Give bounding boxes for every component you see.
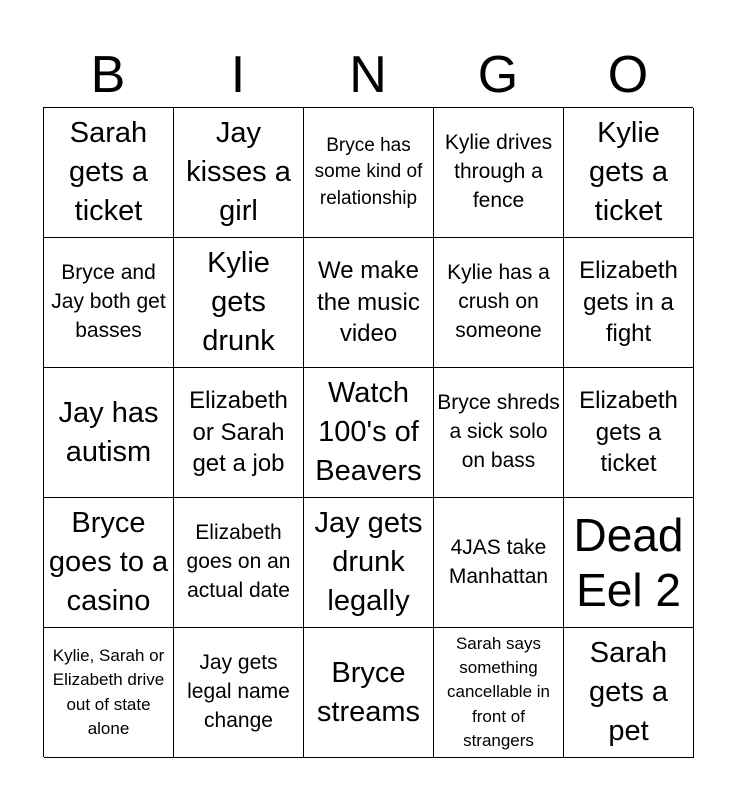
bingo-cell[interactable] [564, 628, 694, 758]
bingo-cell[interactable] [564, 238, 694, 368]
header-letter-n: N [349, 46, 387, 104]
bingo-cell[interactable] [44, 628, 174, 758]
cell-text: We make the music video [317, 256, 420, 348]
bingo-cell[interactable] [174, 108, 304, 238]
header-letter-g: G [477, 46, 519, 104]
bingo-cell[interactable] [304, 108, 434, 238]
cell-text: Elizabeth goes on an actual date [186, 521, 291, 602]
bingo-header [43, 44, 693, 106]
cell-text: Watch 100's of Beavers [315, 377, 422, 487]
bingo-cell[interactable] [44, 498, 174, 628]
bingo-cell[interactable] [44, 238, 174, 368]
bingo-cell[interactable] [44, 108, 174, 238]
cell-text: Kylie gets a ticket [589, 117, 668, 227]
bingo-cell[interactable] [564, 108, 694, 238]
cell-text: Kylie has a crush on someone [447, 261, 550, 342]
bingo-cell[interactable] [434, 238, 564, 368]
cell-text: Kylie gets drunk [202, 247, 275, 357]
cell-text: Kylie drives through a fence [444, 131, 553, 212]
bingo-cell[interactable] [564, 368, 694, 498]
bingo-cell[interactable] [434, 628, 564, 758]
cell-text: Elizabeth gets a ticket [579, 386, 678, 478]
cell-text: Jay kisses a girl [186, 117, 291, 227]
cell-text: Sarah says something cancellable in front of strangers [446, 634, 550, 750]
bingo-cell[interactable] [304, 498, 434, 628]
header-letter-b: B [90, 46, 126, 104]
header-letter-i: I [230, 46, 246, 104]
cell-text: Sarah gets a ticket [69, 117, 148, 227]
cell-text: Kylie, Sarah or Elizabeth drive out of state alone [52, 646, 165, 738]
cell-text: Dead Eel 2 [573, 509, 684, 616]
cell-text: Sarah gets a pet [589, 637, 668, 747]
header-letter-o: O [607, 46, 649, 104]
bingo-cell[interactable] [174, 238, 304, 368]
bingo-board [43, 107, 693, 757]
bingo-cell[interactable] [434, 108, 564, 238]
bingo-cell[interactable] [174, 368, 304, 498]
cell-text: Jay gets legal name change [187, 651, 290, 732]
cell-text: Bryce streams [316, 656, 421, 728]
cell-text: 4JAS take Manhattan [448, 535, 549, 588]
bingo-cell[interactable] [304, 368, 434, 498]
bingo-cell[interactable] [174, 498, 304, 628]
cell-text: Bryce has some kind of relationship [314, 135, 423, 209]
bingo-cell[interactable] [304, 628, 434, 758]
bingo-cell[interactable] [434, 368, 564, 498]
bingo-cell[interactable] [564, 498, 694, 628]
bingo-cell[interactable] [434, 498, 564, 628]
cell-text: Jay gets drunk legally [314, 507, 423, 617]
cell-text: Bryce and Jay both get basses [51, 261, 166, 342]
bingo-cell[interactable] [44, 368, 174, 498]
bingo-cell[interactable] [174, 628, 304, 758]
cell-text: Elizabeth or Sarah get a job [189, 386, 288, 478]
bingo-cell[interactable] [304, 238, 434, 368]
cell-text: Jay has autism [58, 396, 159, 468]
cell-text: Bryce shreds a sick solo on bass [437, 391, 560, 472]
cell-text: Elizabeth gets in a fight [579, 256, 678, 348]
cell-text: Bryce goes to a casino [48, 507, 169, 617]
